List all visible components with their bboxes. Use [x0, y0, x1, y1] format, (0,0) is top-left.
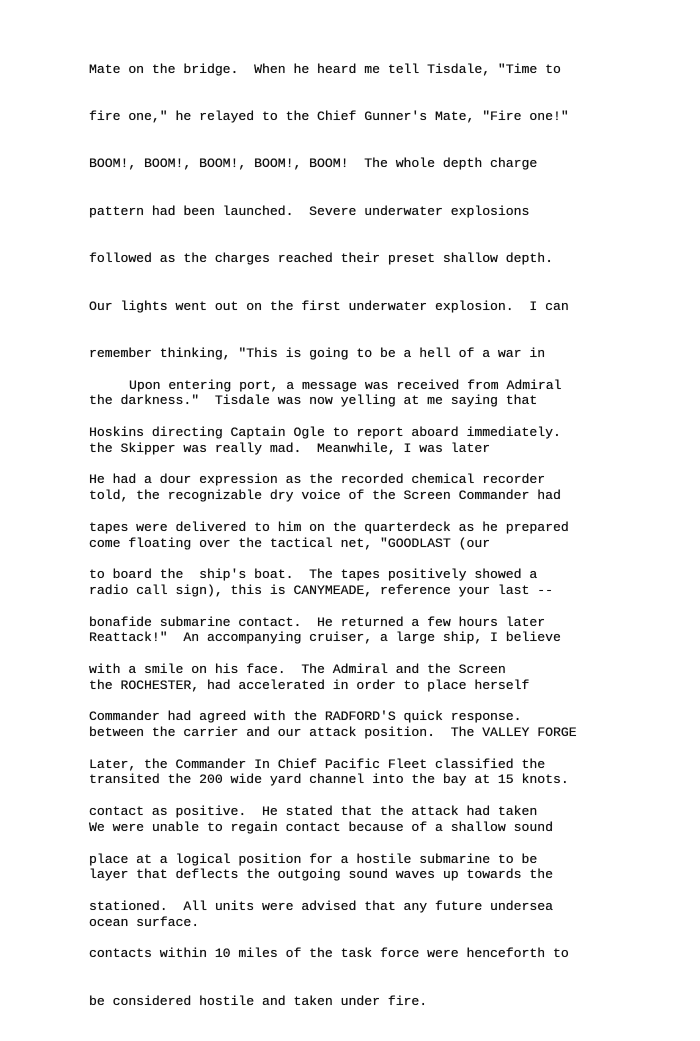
text-line: between the carrier and our attack position. The VALLEY FORGE	[89, 725, 577, 741]
text-line: fire one," he relayed to the Chief Gunner's Mate, "Fire one!"	[89, 108, 569, 124]
text-line: contact as positive. He stated that the attack had taken	[89, 804, 538, 820]
text-line: bonafide submarine contact. He returned a few hours later	[89, 614, 546, 630]
text-line: transited the 200 wide yard channel into the bay at 15 knots.	[89, 772, 569, 788]
text-line: with a smile on his face. The Admiral and the Screen	[89, 661, 506, 677]
text-line: Mate on the bridge. When he heard me tell Tisdale, "Time to	[89, 61, 561, 77]
text-line: layer that deflects the outgoing sound waves up towards the	[89, 867, 553, 883]
text-line-content: Upon entering port, a message was received from Admiral	[129, 377, 562, 393]
text-line: radio call sign), this is CANYMEADE, reference your last --	[89, 582, 553, 598]
text-line: stationed. All units were advised that any future undersea	[89, 898, 553, 914]
text-line: tapes were delivered to him on the quarterdeck as he prepared	[89, 519, 569, 535]
text-line: remember thinking, "This is going to be a hell of a war in	[89, 345, 546, 361]
text-line: ocean surface.	[89, 914, 200, 930]
text-line	[89, 378, 569, 394]
text-line: the darkness." Tisdale was now yelling at me saying that	[89, 393, 538, 409]
text-line: Reattack!" An accompanying cruiser, a large ship, I believe	[89, 630, 561, 646]
text-line: BOOM!, BOOM!, BOOM!, BOOM!, BOOM! The whole depth charge	[89, 156, 538, 172]
text-line: be considered hostile and taken under fire.	[89, 993, 428, 1009]
text-line: told, the recognizable dry voice of the Screen Commander had	[89, 488, 561, 504]
text-line: place at a logical position for a hostile submarine to be	[89, 851, 538, 867]
paragraph-2	[89, 346, 569, 1041]
text-line: Later, the Commander In Chief Pacific Fleet classified the	[89, 756, 546, 772]
text-line: Hoskins directing Captain Ogle to report aboard immediately.	[89, 424, 561, 440]
text-line: to board the ship's boat. The tapes positively showed a	[89, 567, 538, 583]
text-line: We were unable to regain contact because of a shallow sound	[89, 819, 553, 835]
text-line: followed as the charges reached their preset shallow depth.	[89, 251, 553, 267]
text-line: come floating over the tactical net, "GOODLAST (our	[89, 535, 491, 551]
text-line: He had a dour expression as the recorded chemical recorder	[89, 472, 546, 488]
text-line: pattern had been launched. Severe underwater explosions	[89, 203, 530, 219]
text-line: Our lights went out on the first underwater explosion. I can	[89, 298, 569, 314]
text-line: the Skipper was really mad. Meanwhile, I was later	[89, 440, 491, 456]
text-line: Commander had agreed with the RADFORD'S quick response.	[89, 709, 522, 725]
text-line: the ROCHESTER, had accelerated in order to place herself	[89, 677, 530, 693]
text-line: contacts within 10 miles of the task force were henceforth to	[89, 946, 569, 962]
